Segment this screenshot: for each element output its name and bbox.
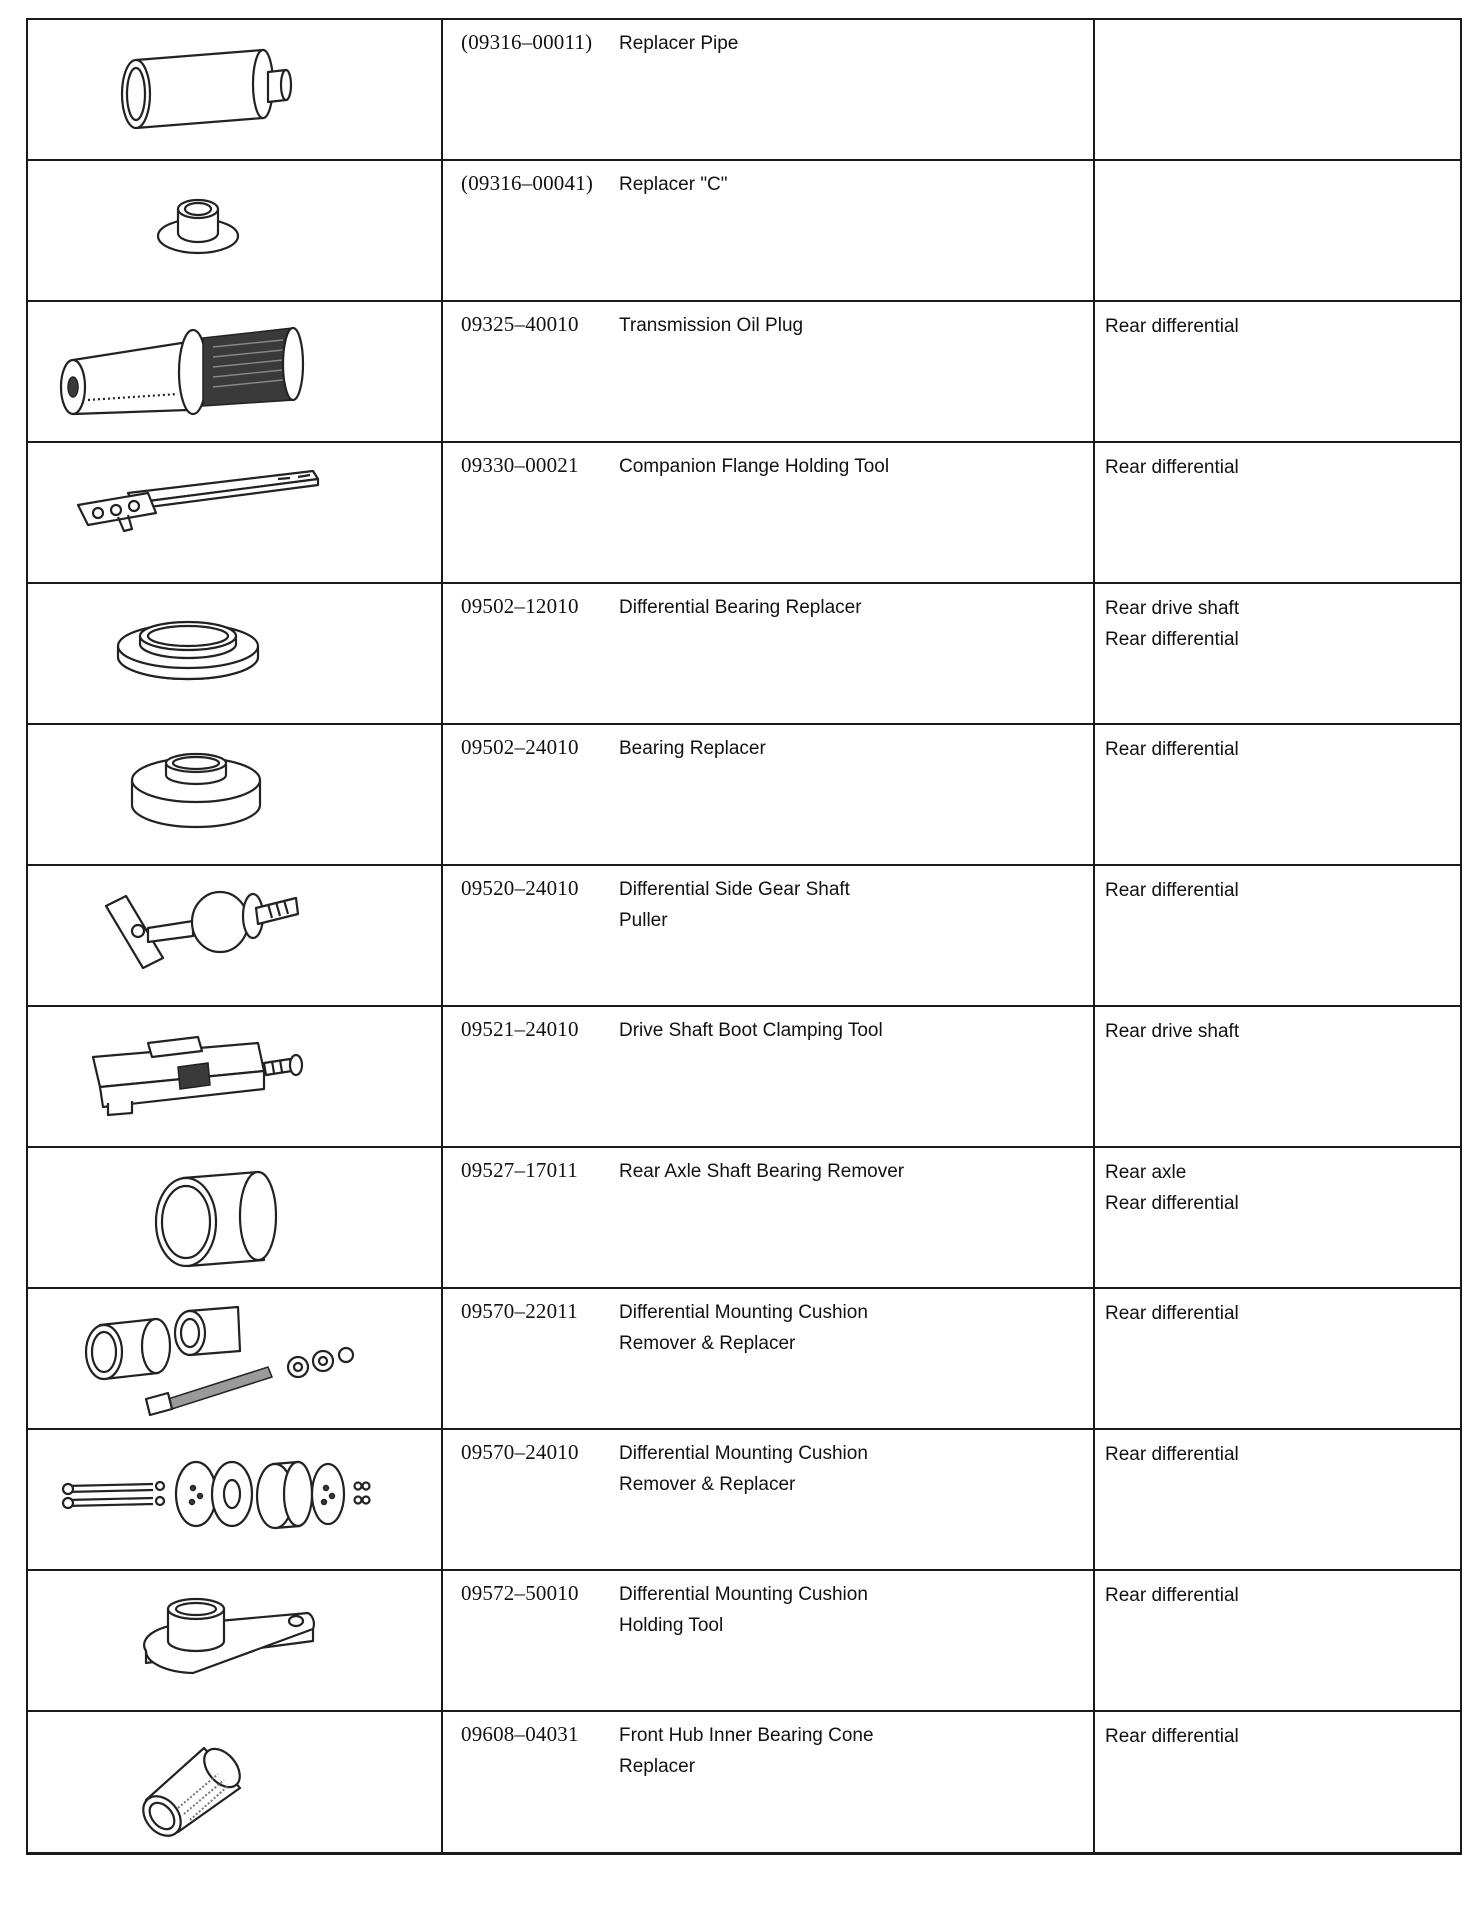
tool-name: [619, 1720, 1059, 1782]
tool-name: [619, 592, 1059, 623]
tool-name-line: Bearing Replacer: [619, 738, 766, 759]
illustration-cell: [27, 583, 442, 724]
tool-name-line: Drive Shaft Boot Clamping Tool: [619, 1020, 883, 1041]
illustration-cell: [27, 1288, 442, 1429]
part-number: (09316–00041): [461, 171, 594, 195]
tool-name: [619, 1297, 1059, 1359]
oil-plug-tool-icon: [28, 302, 443, 441]
application-cell: [1094, 19, 1461, 160]
replacer-pipe-icon: [28, 20, 443, 159]
illustration-cell: [27, 442, 442, 583]
part-number: 09572–50010: [461, 1581, 579, 1605]
info-cell: [442, 583, 1094, 724]
boot-clamping-tool-icon: [28, 1007, 443, 1146]
application-cell: [1094, 1288, 1461, 1429]
application-line: Rear differential: [1105, 1444, 1239, 1465]
bearing-cone-replacer-icon: [28, 1712, 443, 1851]
part-number: 09570–22011: [461, 1299, 578, 1323]
application-line: Rear differential: [1105, 1193, 1239, 1214]
part-number: 09570–24010: [461, 1440, 579, 1464]
application-cell: [1094, 160, 1461, 301]
application-cell: [1094, 583, 1461, 724]
tool-row: [27, 865, 1461, 1006]
application-cell: [1094, 1006, 1461, 1147]
info-cell: [442, 160, 1094, 301]
application-line: Rear differential: [1105, 1726, 1239, 1747]
tool-row: [27, 1288, 1461, 1429]
part-number: 09502–24010: [461, 735, 579, 759]
illustration-cell: [27, 1429, 442, 1570]
tool-name-line: Differential Mounting Cushion: [619, 1302, 868, 1323]
tool-name-line: Transmission Oil Plug: [619, 315, 804, 336]
replacer-c-icon: [28, 161, 443, 300]
application-line: Rear differential: [1105, 629, 1239, 650]
tool-name: [619, 733, 1059, 764]
application-line: Rear differential: [1105, 316, 1239, 337]
tool-name-line: Front Hub Inner Bearing Cone: [619, 1725, 874, 1746]
application-cell: [1094, 1147, 1461, 1288]
info-cell: [442, 1711, 1094, 1854]
info-cell: [442, 865, 1094, 1006]
tool-name-line: Remover & Replacer: [619, 1474, 796, 1495]
info-cell: [442, 1429, 1094, 1570]
tool-name-line: Companion Flange Holding Tool: [619, 456, 890, 477]
flange-holding-tool-icon: [28, 443, 443, 582]
tool-row: [27, 442, 1461, 583]
illustration-cell: [27, 1711, 442, 1854]
tool-row: [27, 160, 1461, 301]
info-cell: [442, 442, 1094, 583]
application-line: Rear differential: [1105, 1303, 1239, 1324]
info-cell: [442, 301, 1094, 442]
part-number: 09521–24010: [461, 1017, 579, 1041]
illustration-cell: [27, 19, 442, 160]
info-cell: [442, 1288, 1094, 1429]
info-cell: [442, 724, 1094, 865]
application-line: Rear differential: [1105, 457, 1239, 478]
tool-name-line: Replacer: [619, 1756, 696, 1777]
application-line: Rear differential: [1105, 739, 1239, 760]
bearing-replacer-ring-icon: [28, 584, 443, 723]
illustration-cell: [27, 724, 442, 865]
tool-name-line: Differential Side Gear Shaft: [619, 879, 850, 900]
application-line: Rear drive shaft: [1105, 1021, 1240, 1042]
application-line: Rear differential: [1105, 880, 1239, 901]
part-number: 09325–40010: [461, 312, 579, 336]
illustration-cell: [27, 160, 442, 301]
info-cell: [442, 1147, 1094, 1288]
info-cell: [442, 19, 1094, 160]
tool-row: [27, 583, 1461, 724]
part-number: 09608–04031: [461, 1722, 579, 1746]
part-number: (09316–00011): [461, 30, 593, 54]
application-cell: [1094, 1711, 1461, 1854]
application-cell: [1094, 1570, 1461, 1711]
tool-name: [619, 1579, 1059, 1641]
tool-row: [27, 1147, 1461, 1288]
application-line: Rear drive shaft: [1105, 598, 1240, 619]
illustration-cell: [27, 1006, 442, 1147]
tool-row: [27, 301, 1461, 442]
tool-name-line: Rear Axle Shaft Bearing Remover: [619, 1161, 905, 1182]
side-gear-puller-icon: [28, 866, 443, 1005]
tool-row: [27, 1006, 1461, 1147]
cushion-remover-kit-icon: [28, 1430, 443, 1569]
tool-row: [27, 724, 1461, 865]
tool-name-line: Differential Mounting Cushion: [619, 1443, 868, 1464]
part-number: 09527–17011: [461, 1158, 578, 1182]
application-cell: [1094, 442, 1461, 583]
tool-name: [619, 1015, 1059, 1046]
tool-name-line: Remover & Replacer: [619, 1333, 796, 1354]
illustration-cell: [27, 301, 442, 442]
tool-name: [619, 169, 1059, 200]
part-number: 09520–24010: [461, 876, 579, 900]
cushion-holding-tool-icon: [28, 1571, 443, 1710]
illustration-cell: [27, 1147, 442, 1288]
part-number: 09330–00021: [461, 453, 579, 477]
tool-name: [619, 28, 1059, 59]
tool-name: [619, 1438, 1059, 1500]
bearing-remover-icon: [28, 1148, 443, 1287]
tool-name-line: Replacer Pipe: [619, 33, 739, 54]
tool-name-line: Holding Tool: [619, 1615, 724, 1636]
info-cell: [442, 1006, 1094, 1147]
tool-name-line: Replacer "C": [619, 174, 728, 195]
illustration-cell: [27, 1570, 442, 1711]
tool-row: [27, 1570, 1461, 1711]
tool-row: [27, 1711, 1461, 1854]
tool-row: [27, 19, 1461, 160]
tool-name: [619, 874, 1059, 936]
application-cell: [1094, 865, 1461, 1006]
tool-name-line: Puller: [619, 910, 668, 931]
special-tools-sheet: [26, 18, 1460, 1855]
application-cell: [1094, 724, 1461, 865]
tool-name: [619, 1156, 1059, 1187]
tool-row: [27, 1429, 1461, 1570]
illustration-cell: [27, 865, 442, 1006]
info-cell: [442, 1570, 1094, 1711]
tool-name: [619, 451, 1059, 482]
application-line: Rear axle: [1105, 1162, 1187, 1183]
application-cell: [1094, 1429, 1461, 1570]
special-tools-table: [26, 18, 1462, 1855]
tool-name-line: Differential Bearing Replacer: [619, 597, 862, 618]
application-line: Rear differential: [1105, 1585, 1239, 1606]
bearing-replacer-icon: [28, 725, 443, 864]
tool-name-line: Differential Mounting Cushion: [619, 1584, 868, 1605]
tool-name: [619, 310, 1059, 341]
cushion-remover-set-icon: [28, 1289, 443, 1428]
application-cell: [1094, 301, 1461, 442]
part-number: 09502–12010: [461, 594, 579, 618]
